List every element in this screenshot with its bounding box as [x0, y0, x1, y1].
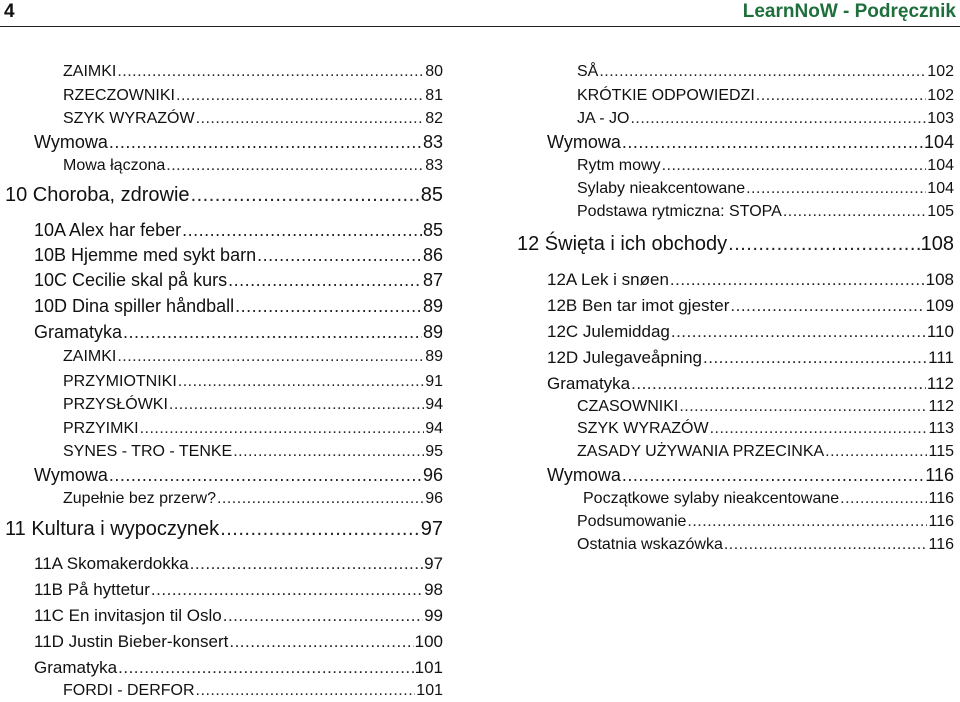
- toc-entry[interactable]: [63, 157, 443, 175]
- toc-entry-title: Początkowe sylaby nieakcentowane: [583, 490, 840, 507]
- toc-leader-dots: [217, 490, 424, 508]
- toc-entry-title: PRZYMIOTNIKI: [63, 373, 177, 390]
- toc-entry[interactable]: [34, 322, 443, 343]
- toc-entry-title: PRZYSŁÓWKI: [63, 396, 168, 413]
- toc-leader-dots: [182, 220, 422, 241]
- toc-entry-page: 102: [927, 63, 954, 80]
- toc-leader-dots: [196, 682, 416, 700]
- toc-leader-dots: [728, 233, 919, 256]
- toc-entry-page: 87: [422, 270, 443, 290]
- toc-entry[interactable]: [547, 348, 954, 368]
- toc-entry-page: 80: [425, 63, 443, 80]
- toc-entry[interactable]: [63, 682, 443, 700]
- toc-entry[interactable]: [577, 536, 954, 554]
- toc-entry-page: 85: [420, 184, 443, 206]
- toc-entry-page: 96: [425, 490, 443, 507]
- toc-leader-dots: [630, 110, 926, 128]
- toc-entry-title: ZASADY UŻYWANIA PRZECINKA: [577, 443, 825, 460]
- toc-leader-dots: [746, 180, 926, 198]
- toc-entry-title: Zupełnie bez przerw?: [63, 490, 216, 507]
- toc-entry[interactable]: [34, 632, 443, 652]
- toc-entry-title: 11A Skomakerdokka: [34, 554, 189, 573]
- toc-entry-title: Sylaby nieakcentowane: [577, 180, 746, 197]
- toc-entry[interactable]: [63, 373, 443, 391]
- toc-entry-page: 85: [422, 220, 443, 240]
- toc-entry-page: 81: [425, 87, 443, 104]
- toc-leader-dots: [220, 518, 420, 541]
- toc-leader-dots: [166, 157, 424, 175]
- toc-entry-page: 99: [424, 606, 443, 625]
- toc-entry-title: 10 Choroba, zdrowie: [5, 184, 190, 206]
- toc-entry-title: Ostatnia wskazówka: [577, 536, 723, 553]
- toc-entry[interactable]: [63, 110, 443, 128]
- toc-entry-title: SZYK WYRAZÓW: [63, 110, 195, 127]
- toc-leader-dots: [123, 322, 422, 343]
- toc-leader-dots: [710, 420, 928, 438]
- toc-entry-page: 116: [925, 465, 954, 485]
- toc-entry[interactable]: [34, 132, 443, 153]
- toc-leader-dots: [151, 580, 423, 600]
- toc-entry[interactable]: [63, 490, 443, 508]
- toc-entry-title: ZAIMKI: [63, 63, 117, 80]
- toc-entry-title: Wymowa: [34, 465, 108, 485]
- toc-entry[interactable]: [34, 554, 443, 574]
- toc-entry-page: 109: [925, 296, 954, 315]
- toc-entry[interactable]: [63, 420, 443, 438]
- toc-entry-title: Wymowa: [34, 132, 108, 152]
- toc-entry-page: 95: [425, 443, 443, 460]
- toc-entry[interactable]: [63, 396, 443, 414]
- toc-entry[interactable]: [577, 63, 954, 81]
- toc-entry-title: Wymowa: [547, 132, 621, 152]
- toc-entry[interactable]: [547, 296, 954, 316]
- toc-leader-dots: [233, 443, 424, 461]
- toc-leader-dots: [229, 632, 413, 652]
- toc-entry-title: Gramatyka: [34, 322, 123, 342]
- toc-entry[interactable]: [547, 132, 954, 153]
- toc-leader-dots: [825, 443, 927, 461]
- toc-leader-dots: [599, 63, 926, 81]
- toc-entry-page: 116: [928, 490, 954, 507]
- toc-leader-dots: [783, 203, 926, 221]
- toc-entry-page: 96: [422, 465, 443, 485]
- toc-entry-title: JA - JO: [577, 110, 630, 127]
- toc-entry-title: Wymowa: [547, 465, 621, 485]
- toc-entry-title: 11 Kultura i wypoczynek: [5, 518, 220, 540]
- toc-entry-title: Mowa łączona: [63, 157, 166, 174]
- toc-entry-page: 89: [422, 322, 443, 342]
- toc-entry-title: 10B Hjemme med sykt barn: [34, 245, 257, 265]
- toc-leader-dots: [671, 322, 926, 342]
- toc-leader-dots: [109, 465, 422, 486]
- toc-leader-dots: [662, 157, 927, 175]
- toc-entry[interactable]: [577, 110, 954, 128]
- toc-entry-page: 108: [925, 270, 954, 289]
- toc-entry-page: 82: [425, 110, 443, 127]
- toc-entry-page: 83: [422, 132, 443, 152]
- toc-entry-title: 10D Dina spiller håndball: [34, 296, 235, 316]
- toc-leader-dots: [687, 513, 927, 531]
- toc-entry-page: 116: [928, 536, 954, 553]
- toc-entry-page: 86: [422, 245, 443, 265]
- toc-leader-dots: [724, 536, 928, 554]
- toc-leader-dots: [117, 348, 424, 366]
- toc-entry-title: Podsumowanie: [577, 513, 687, 530]
- toc-leader-dots: [622, 465, 924, 486]
- toc-entry-page: 110: [926, 322, 954, 341]
- toc-entry[interactable]: [577, 180, 954, 198]
- toc-leader-dots: [840, 490, 927, 508]
- toc-entry[interactable]: [547, 270, 954, 290]
- toc-leader-dots: [756, 87, 927, 105]
- toc-entry-title: PRZYIMKI: [63, 420, 139, 437]
- toc-entry[interactable]: [577, 513, 954, 531]
- page-header: [0, 0, 960, 27]
- toc-entry-page: 104: [927, 157, 954, 174]
- toc-entry-page: 108: [920, 233, 954, 255]
- toc-entry[interactable]: [63, 348, 443, 366]
- toc-entry[interactable]: [34, 296, 443, 317]
- toc-entry-page: 89: [425, 348, 443, 365]
- toc-leader-dots: [679, 398, 927, 416]
- toc-entry-page: 97: [420, 518, 443, 540]
- toc-entry-title: KRÓTKIE ODPOWIEDZI: [577, 87, 755, 104]
- toc-entry[interactable]: [547, 374, 954, 394]
- toc-entry-title: Podstawa rytmiczna: STOPA: [577, 203, 782, 220]
- toc-entry[interactable]: [63, 443, 443, 461]
- toc-entry-page: 100: [414, 632, 443, 651]
- toc-leader-dots: [257, 245, 422, 266]
- toc-entry[interactable]: [34, 580, 443, 600]
- toc-entry[interactable]: [34, 465, 443, 486]
- toc-entry-page: 111: [928, 348, 954, 367]
- toc-entry-title: 12B Ben tar imot gjester: [547, 296, 730, 315]
- toc-entry[interactable]: [547, 322, 954, 342]
- toc-entry-page: 112: [928, 398, 954, 415]
- toc-entry[interactable]: [34, 220, 443, 241]
- toc-entry[interactable]: [577, 157, 954, 175]
- toc-entry-title: FORDI - DERFOR: [63, 682, 195, 699]
- toc-entry-page: 83: [425, 157, 443, 174]
- toc-leader-dots: [117, 63, 424, 81]
- toc-entry-page: 101: [414, 658, 443, 677]
- page-number: 4: [4, 1, 15, 22]
- toc-entry-page: 113: [928, 420, 954, 437]
- toc-entry-title: CZASOWNIKI: [577, 398, 679, 415]
- toc-leader-dots: [730, 296, 924, 316]
- toc-entry-page: 94: [425, 396, 443, 413]
- toc-entry[interactable]: [34, 245, 443, 266]
- toc-entry-title: ZAIMKI: [63, 348, 117, 365]
- toc-entry[interactable]: [577, 203, 954, 221]
- toc-entry-title: SYNES - TRO - TENKE: [63, 443, 233, 460]
- toc-leader-dots: [622, 132, 923, 153]
- toc-entry[interactable]: [5, 184, 443, 207]
- toc-entry-page: 115: [928, 443, 954, 460]
- toc-leader-dots: [196, 110, 425, 128]
- toc-leader-dots: [223, 606, 423, 626]
- toc-leader-dots: [191, 184, 420, 207]
- toc-entry-title: 12D Julegaveåpning: [547, 348, 703, 367]
- toc-entry-page: 103: [927, 110, 954, 127]
- toc-entry[interactable]: [547, 465, 954, 486]
- toc-entry-title: SZYK WYRAZÓW: [577, 420, 709, 437]
- toc-leader-dots: [235, 296, 422, 317]
- toc-leader-dots: [178, 373, 424, 391]
- toc-entry-title: 10A Alex har feber: [34, 220, 182, 240]
- running-title: LearnNoW - Podręcznik: [742, 1, 956, 22]
- toc-entry[interactable]: [34, 658, 443, 678]
- toc-entry[interactable]: [577, 420, 954, 438]
- toc-entry-page: 101: [416, 682, 443, 699]
- toc-leader-dots: [118, 658, 413, 678]
- toc-entry-page: 116: [928, 513, 954, 530]
- toc-entry-title: 11B På hyttetur: [34, 580, 150, 599]
- toc-leader-dots: [631, 374, 926, 394]
- toc-entry-page: 98: [424, 580, 443, 599]
- toc-entry-page: 89: [422, 296, 443, 316]
- toc-entry-title: 12C Julemiddag: [547, 322, 670, 341]
- toc-entry-page: 94: [425, 420, 443, 437]
- toc-leader-dots: [140, 420, 425, 438]
- toc-leader-dots: [176, 87, 424, 105]
- toc-entry[interactable]: [583, 490, 954, 508]
- toc-entry[interactable]: [577, 443, 954, 461]
- toc-entry-title: 11D Justin Bieber-konsert: [34, 632, 229, 651]
- toc-entry[interactable]: [577, 398, 954, 416]
- toc-leader-dots: [670, 270, 925, 290]
- toc-entry-title: SÅ: [577, 63, 599, 80]
- toc-entry-page: 105: [927, 203, 954, 220]
- toc-entry[interactable]: [63, 87, 443, 105]
- toc-entry[interactable]: [34, 606, 443, 626]
- toc-entry-title: 10C Cecilie skal på kurs: [34, 270, 228, 290]
- toc-entry-page: 104: [923, 132, 954, 152]
- toc-leader-dots: [169, 396, 424, 414]
- toc-entry-title: 11C En invitasjon til Oslo: [34, 606, 222, 625]
- toc-entry[interactable]: [517, 233, 954, 256]
- toc-entry-title: Gramatyka: [34, 658, 118, 677]
- toc-entry-title: RZECZOWNIKI: [63, 87, 175, 104]
- toc-entry-page: 91: [425, 373, 443, 390]
- toc-leader-dots: [703, 348, 927, 368]
- toc-entry[interactable]: [577, 87, 954, 105]
- toc-entry-title: 12A Lek i snøen: [547, 270, 669, 289]
- toc-entry-title: Rytm mowy: [577, 157, 661, 174]
- toc-entry-page: 102: [927, 87, 954, 104]
- toc-entry[interactable]: [5, 518, 443, 541]
- toc-entry-page: 97: [424, 554, 443, 573]
- toc-entry[interactable]: [34, 270, 443, 291]
- toc-leader-dots: [190, 554, 423, 574]
- toc-entry-page: 112: [926, 374, 954, 393]
- toc-entry[interactable]: [63, 63, 443, 81]
- toc-entry-title: Gramatyka: [547, 374, 631, 393]
- toc-leader-dots: [228, 270, 422, 291]
- toc-leader-dots: [109, 132, 422, 153]
- toc-entry-title: 12 Święta i ich obchody: [517, 233, 728, 255]
- toc-entry-page: 104: [927, 180, 954, 197]
